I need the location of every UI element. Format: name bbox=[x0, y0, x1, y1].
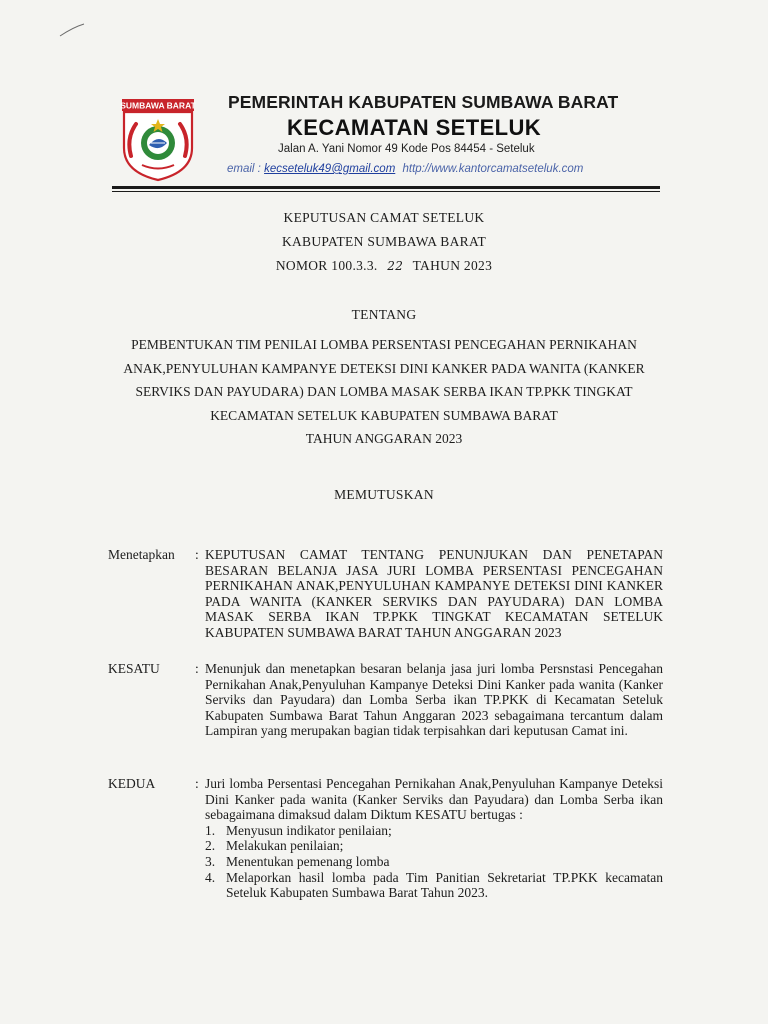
number-prefix: NOMOR 100.3.3. bbox=[275, 258, 378, 273]
task-list bbox=[205, 823, 663, 901]
section-menetapkan bbox=[108, 547, 668, 657]
decree-line-1: KEPUTUSAN CAMAT SETELUK bbox=[283, 210, 485, 225]
pen-mark bbox=[58, 22, 86, 38]
decree-number bbox=[96, 258, 672, 274]
about-block bbox=[96, 333, 672, 451]
list-item bbox=[205, 870, 663, 901]
about-line-1: PEMBENTUKAN TIM PENILAI LOMBA PERSENTASI PENCEGAHAN PERNIKAHAN bbox=[131, 337, 637, 352]
decree-line-2: KABUPATEN SUMBAWA BARAT bbox=[281, 234, 487, 249]
section-kesatu bbox=[108, 661, 668, 771]
section-label: KESATU bbox=[108, 661, 160, 676]
address-line: Jalan A. Yani Nomor 49 Kode Pos 84454 - Seteluk bbox=[278, 143, 535, 155]
section-text: KEPUTUSAN CAMAT TENTANG PENUNJUKAN DAN PENETAPAN BESARAN BELANJA JASA JURI LOMBA PERSENTASI PENCEGAHAN PERNIKAHAN ANAK,PENYULUHAN KAMPANYE DETEKSI DINI KANKER PADA WANITA (KANKER SERVIKS DAN PAYUDARA) DAN LOMBA MASAK SERBA IKAN TP.PKK TINGKAT KECAMATAN SETELUK KABUPATEN SUMBAWA BARAT TAHUN ANGGARAN 2023 bbox=[205, 547, 663, 640]
section-colon: : bbox=[195, 776, 199, 791]
task-text: Menentukan pemenang lomba bbox=[226, 853, 390, 869]
section-colon: : bbox=[195, 547, 199, 562]
task-number: 1. bbox=[205, 822, 216, 838]
section-colon: : bbox=[195, 661, 199, 676]
list-item bbox=[205, 838, 663, 854]
about-line-3: SERVIKS DAN PAYUDARA) DAN LOMBA MASAK SERBA IKAN TP.PKK TINGKAT bbox=[135, 384, 633, 399]
regency-emblem-logo bbox=[120, 96, 196, 182]
task-text: Melaporkan hasil lomba pada Tim Panitian Sekretariat TP.PKK kecamatan Seteluk Kabupaten Sumbawa Barat Tahun 2023. bbox=[226, 869, 663, 901]
about-line-4: KECAMATAN SETELUK KABUPATEN SUMBAWA BARAT bbox=[210, 407, 558, 423]
task-text: Menyusun indikator penilaian; bbox=[226, 822, 392, 838]
government-name: PEMERINTAH KABUPATEN SUMBAWA BARAT bbox=[228, 92, 619, 112]
number-handwritten: 22 bbox=[387, 259, 404, 273]
task-number: 2. bbox=[205, 838, 216, 854]
district-name: KECAMATAN SETELUK bbox=[287, 115, 542, 140]
letterhead-divider bbox=[112, 186, 660, 189]
about-line-5: TAHUN ANGGARAN 2023 bbox=[305, 431, 463, 446]
number-suffix: TAHUN 2023 bbox=[412, 258, 493, 273]
email-link[interactable]: kecseteluk49@gmail.com bbox=[264, 163, 396, 175]
contact-line bbox=[227, 163, 583, 175]
section-text: Juri lomba Persentasi Pencegahan Pernikahan Anak,Penyuluhan Kampanye Deteksi Dini Kanker pada wanita (Kanker Serviks dan Payudara) dan Lomba Serba ikan sebagaimana dimaksud dalam Diktum KESATU bertugas : bbox=[205, 776, 663, 823]
task-number: 4. bbox=[205, 869, 216, 885]
about-heading: TENTANG bbox=[351, 307, 417, 322]
email-prefix: email : bbox=[227, 163, 261, 175]
list-item bbox=[205, 854, 663, 870]
section-label: Menetapkan bbox=[108, 547, 175, 562]
website-link[interactable]: http://www.kantorcamatseteluk.com bbox=[402, 163, 584, 175]
section-text: Menunjuk dan menetapkan besaran belanja jasa juri lomba Persnstasi Pencegahan Pernikahan Anak,Penyuluhan Kampanye Deteksi Dini Kanker pada wanita (Kanker Serviks dan Payudara) dan Lomba Serba ikan TP.PKK di Kecamatan Seteluk Kabupaten Sumbawa Barat Tahun Anggaran 2023 sebagaimana tercantum dalam Lampiran yang merupakan bagian tidak terpisahkan dari keputusan Camat ini. bbox=[205, 661, 663, 739]
about-line-2: ANAK,PENYULUHAN KAMPANYE DETEKSI DINI KANKER PADA WANITA (KANKER bbox=[123, 360, 645, 376]
logo-label: SUMBAWA BARAT bbox=[120, 100, 196, 111]
section-kedua bbox=[108, 776, 668, 936]
decree-title bbox=[96, 210, 672, 274]
decides-heading: MEMUTUSKAN bbox=[334, 487, 434, 502]
task-text: Melakukan penilaian; bbox=[226, 838, 344, 854]
list-item bbox=[205, 823, 663, 839]
section-label: KEDUA bbox=[108, 776, 156, 791]
letterhead-divider-thin bbox=[112, 191, 660, 192]
section-content bbox=[205, 776, 663, 901]
task-number: 3. bbox=[205, 853, 216, 869]
